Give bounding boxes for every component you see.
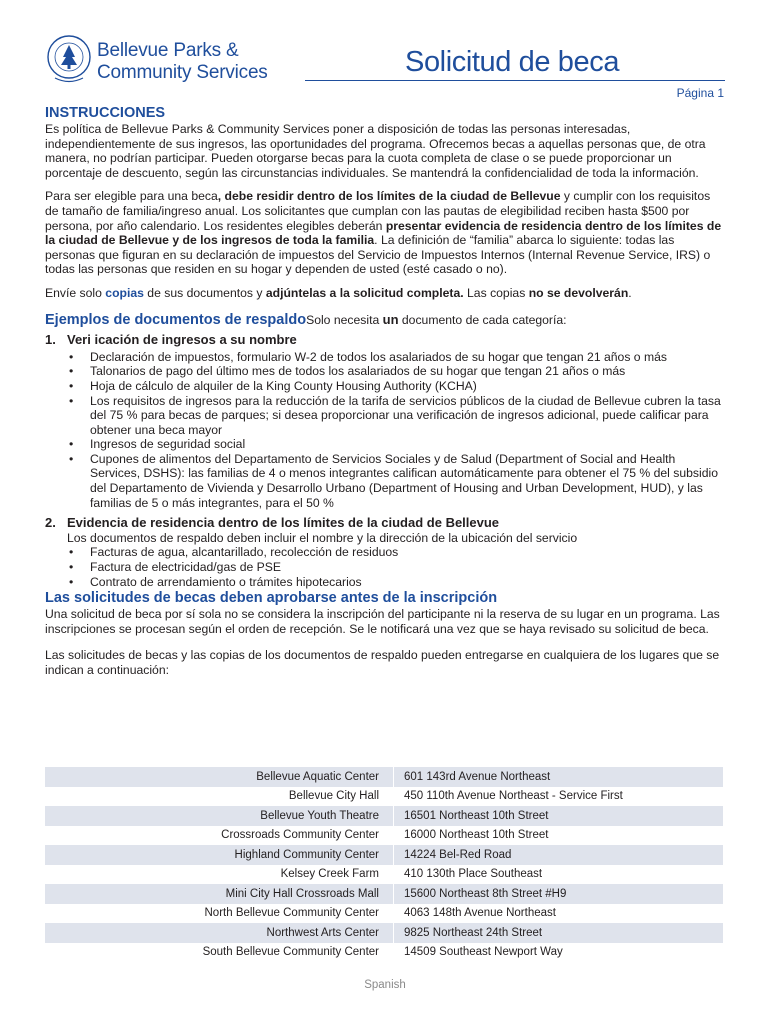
column-gap xyxy=(394,923,404,943)
location-address: 16000 Northeast 10th Street xyxy=(404,829,549,842)
table-row xyxy=(45,943,723,963)
city-seal-logo xyxy=(46,33,92,91)
para3-text-e: Las copias xyxy=(463,285,529,300)
title-rule xyxy=(305,80,725,81)
section-1-heading xyxy=(45,333,727,348)
para2-text-c: y cumplir con los requisitos de tamaño de familia/ingreso anual. Los solicitantes que cumplan con las pautas de elegibilidad reciben hasta $500 por persona, por año calendario. Los residentes elegibles deberán xyxy=(45,189,711,233)
note-text-c: documento de cada categoría: xyxy=(398,312,567,327)
location-address: 601 143rd Avenue Northeast xyxy=(404,767,723,787)
column-gap xyxy=(394,865,404,885)
location-name: Bellevue Aquatic Center xyxy=(45,767,393,787)
column-gap xyxy=(394,904,404,924)
para3-text-a: Envíe solo xyxy=(45,285,106,300)
location-address: 450 110th Avenue Northeast - Service First xyxy=(404,790,623,803)
organization-logo-text xyxy=(97,40,268,84)
list-item: • Ingresos de seguridad social xyxy=(69,437,727,452)
locations-table xyxy=(45,767,723,962)
instructions-para-3 xyxy=(45,286,727,301)
section-1-number: 1. xyxy=(45,332,56,348)
section-2-title: Evidencia de residencia dentro de los límites de la ciudad de Bellevue xyxy=(67,515,500,531)
list-item: • Facturas de agua, alcantarillado, recolección de residuos xyxy=(69,545,727,560)
table-row xyxy=(45,767,723,787)
column-gap xyxy=(394,943,404,963)
document-title: Solicitud de beca xyxy=(405,46,620,78)
para2-text-e: . La definición de “familia” abarca lo siguiente: todas las personas que figuran en su declaración de impuestos del Servicio de Impuestos Internos (Internal Revenue Service, IRS) o todas las personas que residen en su hogar y dependen de usted (esté casado o no). xyxy=(45,233,711,277)
list-item: • Factura de electricidad/gas de PSE xyxy=(69,560,727,575)
location-name: Highland Community Center xyxy=(45,845,393,865)
table-row xyxy=(45,806,723,826)
location-address: 16501 Northeast 10th Street xyxy=(404,806,723,826)
table-row xyxy=(45,787,723,807)
note-text-a: Solo necesita xyxy=(306,312,383,327)
para3-text-c: de sus documentos y xyxy=(143,285,266,300)
examples-header xyxy=(45,313,727,328)
column-gap xyxy=(394,826,404,846)
list-item: • Contrato de arrendamiento o trámites hipotecarios xyxy=(69,575,727,590)
footer-language: Spanish xyxy=(364,979,406,991)
location-name: Crossroads Community Center xyxy=(221,829,379,842)
table-row xyxy=(45,904,723,924)
table-row xyxy=(45,826,723,846)
page-number: Página 1 xyxy=(676,86,724,100)
section-2-intro: Los documentos de respaldo deben incluir el nombre y la dirección de la ubicación del servicio xyxy=(67,530,578,545)
table-row xyxy=(45,923,723,943)
column-gap xyxy=(394,806,404,826)
instructions-heading: INSTRUCCIONES xyxy=(45,105,166,121)
section-2-heading xyxy=(45,516,727,531)
list-item: • Hoja de cálculo de alquiler de la King County Housing Authority (KCHA) xyxy=(69,379,727,394)
section-2-list xyxy=(45,545,727,589)
examples-note xyxy=(306,313,566,327)
approval-para-1: Una solicitud de beca por sí sola no se considera la inscripción del participante ni la reserva de su lugar en un programa. Las inscripciones se procesan según el orden de recepción. Se le notificará una vez que se haya revisado su solicitud de beca. xyxy=(45,607,720,636)
section-2-number: 2. xyxy=(45,515,56,531)
note-bold-one: un xyxy=(382,311,399,327)
location-address: 15600 Northeast 8th Street #H9 xyxy=(404,884,723,904)
table-row xyxy=(45,845,723,865)
para3-text-g: . xyxy=(628,285,632,300)
list-item: • Cupones de alimentos del Departamento de Servicios Sociales y de Salud (Department of Social and Health Services, DSHS): las familias de 4 o menos integrantes califican automáticamente para obtener el 75 % del subsidio del Departamento de Vivienda y Desarrollo Urbano (Department of Housing and Urban Development, HUD), y las familias de 5 o más integrantes, para el 50 % xyxy=(69,452,727,510)
location-name: Mini City Hall Crossroads Mall xyxy=(45,884,393,904)
instructions-para-1: Es política de Bellevue Parks & Community Services poner a disposición de todas las personas interesadas, independientemente de sus ingresos, las oportunidades del programa. Ofrecemos becas a aquellas personas que, de otra manera, no podrían participar. Pueden otorgarse becas para la cuota completa de clase o se puede proporcionar un porcentaje de descuento, según las circunstancias individuales. Se mantendrá la confidencialidad de toda la información. xyxy=(45,122,706,180)
instructions-para-2 xyxy=(45,189,727,277)
location-address: 410 130th Place Southeast xyxy=(404,868,543,881)
approval-para-2: Las solicitudes de becas y las copias de los documentos de respaldo pueden entregarse en cualquiera de los lugares que se indican a continuación: xyxy=(45,648,720,677)
para2-text-a: Para ser elegible para una beca xyxy=(45,189,218,204)
location-address: 14224 Bel-Red Road xyxy=(404,845,723,865)
table-row xyxy=(45,884,723,904)
location-address: 14509 Southeast Newport Way xyxy=(404,946,563,959)
para2-bold-d: presentar evidencia de residencia dentro de los límites de la ciudad de Bellevue y de los ingresos de toda la familia xyxy=(45,218,722,248)
column-gap xyxy=(394,845,404,865)
location-name: North Bellevue Community Center xyxy=(204,907,379,920)
examples-heading: Ejemplos de documentos de respaldo xyxy=(45,311,307,328)
location-name: Northwest Arts Center xyxy=(45,923,393,943)
list-item: • Talonarios de pago del último mes de todos los asalariados de su hogar que tengan 21 años o más xyxy=(69,364,727,379)
para2-bold-b: , debe residir dentro de los límites de la ciudad de Bellevue xyxy=(217,189,561,204)
main-content xyxy=(45,104,727,678)
logo-line-2: Community Services xyxy=(97,62,268,83)
column-gap xyxy=(394,767,404,787)
logo-line-1: Bellevue Parks & xyxy=(97,40,239,61)
location-name: South Bellevue Community Center xyxy=(202,946,379,959)
section-1-list xyxy=(45,350,727,511)
column-gap xyxy=(394,787,404,807)
location-name: Bellevue Youth Theatre xyxy=(45,806,393,826)
location-address: 4063 148th Avenue Northeast xyxy=(404,907,556,920)
para3-bold-d: adjúntelas a la solicitud completa. xyxy=(265,285,464,300)
section-1-title: Veri icación de ingresos a su nombre xyxy=(67,332,297,348)
location-name: Bellevue City Hall xyxy=(288,790,379,803)
list-item: • Declaración de impuestos, formulario W-2 de todos los asalariados de su hogar que tengan 21 años o más xyxy=(69,350,727,365)
para3-bold-copies: copias xyxy=(105,285,144,300)
list-item: • Los requisitos de ingresos para la reducción de la tarifa de servicios públicos de la ciudad de Bellevue cubren la tasa del 75 % para becas de parques; si desea proporcionar una verificación de ingresos adicional, puede calificar para obtener una beca mayor xyxy=(69,394,727,438)
column-gap xyxy=(394,884,404,904)
table-row xyxy=(45,865,723,885)
approval-heading: Las solicitudes de becas deben aprobarse antes de la inscripción xyxy=(45,590,498,607)
location-name: Kelsey Creek Farm xyxy=(280,868,379,881)
para3-bold-f: no se devolverán xyxy=(528,285,629,300)
location-address: 9825 Northeast 24th Street xyxy=(404,923,723,943)
